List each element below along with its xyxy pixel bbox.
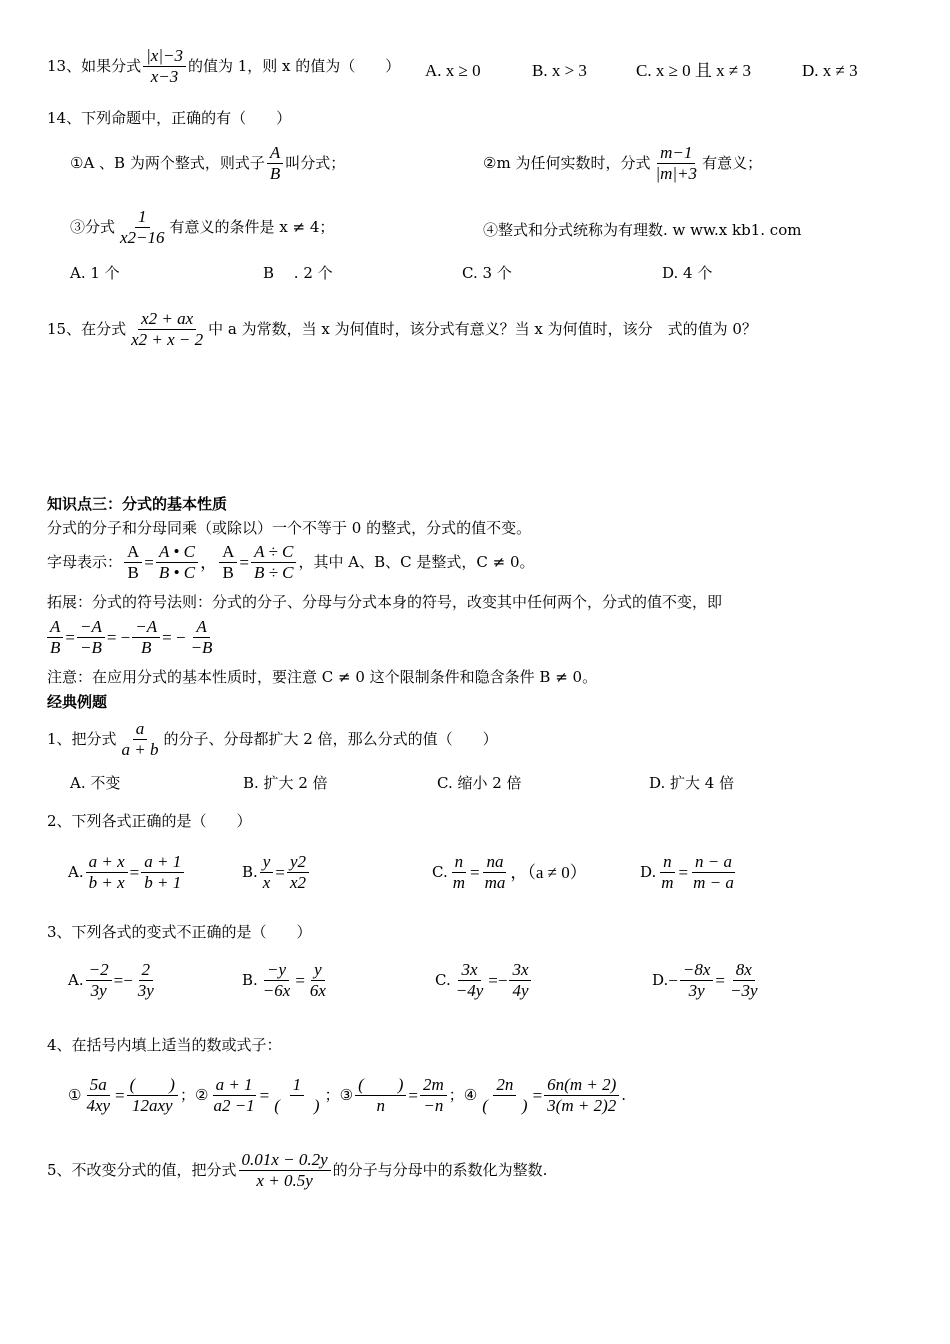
e3-lhs-num: −y (264, 960, 289, 981)
question-15 (47, 309, 757, 351)
q14-s2-num: m−1 (657, 143, 695, 164)
e3-option-label: A. (68, 971, 84, 990)
q14-s3-num: 1 (135, 207, 150, 228)
e3-lhs-den: 3y (90, 981, 107, 1001)
e2-options (0, 852, 950, 912)
q14-s1-pre: ①A 、B 为两个整式，则式子 (70, 154, 265, 173)
e2-lhs-num: n (452, 852, 467, 873)
k3-sign-f3 (132, 617, 160, 659)
e3-option-label: B. (242, 971, 258, 990)
e4-lhs (210, 1075, 257, 1117)
e4-rhs (127, 1075, 178, 1117)
e2-option-label: C. (432, 863, 448, 882)
e3-option-label: D. (652, 971, 669, 990)
example-5 (47, 1150, 547, 1192)
e3-lhs-den: −4y (455, 981, 484, 1001)
k3-sign-f2 (77, 617, 105, 659)
k3-f4 (251, 542, 297, 584)
q13-option-a: A. x ≥ 0 (425, 61, 481, 80)
k3-sign-f1-den: B (50, 638, 61, 658)
e4-item-mark: ② (194, 1086, 209, 1105)
e4-rhs-den: 12axy (132, 1096, 173, 1116)
q14-s1-den: B (269, 164, 281, 184)
e3-rhs-den: −3y (729, 981, 758, 1001)
e2-rhs (287, 852, 309, 894)
e4-item-mark: ③ (339, 1086, 354, 1105)
e4-rhs (420, 1075, 447, 1117)
e2-rhs-den: ma (484, 873, 506, 893)
k3-sign-f3-den: B (141, 638, 152, 658)
k3-f2 (156, 542, 198, 584)
e2-lhs-num: a + x (86, 852, 128, 873)
q13-prefix: 13、如果分式 (47, 57, 142, 76)
e4-separator: . (621, 1086, 627, 1105)
e4-separator: ； (448, 1086, 464, 1105)
q14-s1-post: 叫分式； (285, 154, 346, 173)
e2-option-0 (68, 852, 186, 894)
e2-lhs-num: n (660, 852, 675, 873)
e3-rhs-num: 8x (733, 960, 755, 981)
e4-lhs (479, 1075, 530, 1117)
k3-sign-f4 (188, 617, 216, 659)
q15-den: x2 + x − 2 (131, 330, 204, 350)
e3-rhs-sign: − (497, 971, 508, 991)
e4-lhs-den: a2 −1 (213, 1096, 255, 1116)
e2-rhs-den: b + 1 (144, 873, 182, 893)
e3-rhs-sign: − (123, 971, 133, 991)
e3-rhs-num: y (311, 960, 325, 981)
k3-f4-den: B ÷ C (253, 563, 294, 583)
equals-sign: = (678, 863, 689, 883)
e3-option-1 (242, 960, 331, 1002)
e4-item-mark: ① (68, 1086, 82, 1105)
e2-rhs (690, 852, 737, 894)
q14-statement-2 (483, 143, 762, 185)
e2-rhs-den: m − a (693, 873, 734, 893)
q14-s2-pre: ②m 为任何实数时，分式 (483, 154, 651, 173)
e2-lhs (658, 852, 676, 894)
k3-extension: 拓展：分式的符号法则：分式的分子、分母与分式本身的符号，改变其中任何两个，分式的值不变，即 (47, 593, 723, 611)
e2-stem: 2、下列各式正确的是（ ） (47, 812, 252, 830)
e4-lhs-num: 5a (87, 1075, 110, 1096)
example-1 (47, 719, 498, 761)
q14-s2-post: 有意义； (702, 154, 763, 173)
k3-f1-num: A (124, 542, 142, 563)
e3-lhs-num: 3x (458, 960, 480, 981)
q13-num: |x|−3 (143, 46, 186, 67)
k3-title: 知识点三：分式的基本性质 (47, 495, 228, 513)
e2-lhs-den: m (661, 873, 674, 893)
q14-option-d: D. 4 个 (662, 264, 713, 282)
e2-lhs-den: m (452, 873, 465, 893)
e4-lhs-den: 4xy (86, 1096, 111, 1116)
q14-stem: 14、下列命题中，正确的有（ ） (47, 109, 292, 127)
q13-suffix: 的值为 1，则 x 的值为（ ） (187, 57, 401, 76)
e2-option-1 (242, 852, 311, 894)
e3-stem: 3、下列各式的变式不正确的是（ ） (47, 923, 312, 941)
k3-sign-f2-num: −A (77, 617, 105, 638)
e2-option-label: A. (68, 863, 84, 882)
k3-f4-num: A ÷ C (251, 542, 296, 563)
equals-sign: = (470, 863, 480, 883)
e2-rhs (141, 852, 184, 894)
e2-lhs (260, 852, 274, 894)
e2-rhs-num: a + 1 (141, 852, 184, 873)
e1-option-d: D. 扩大 4 倍 (649, 774, 735, 792)
e3-lhs (680, 960, 714, 1002)
e3-rhs (727, 960, 761, 1002)
e4-lhs (355, 1075, 406, 1117)
equals-sign: = (113, 971, 124, 991)
e3-rhs (509, 960, 531, 1002)
e4-lhs-den: n (376, 1096, 385, 1116)
e4-rhs-den: ( ) (274, 1096, 320, 1116)
q14-option-a: A. 1 个 (70, 264, 120, 282)
e3-options (0, 960, 950, 1020)
e3-option-2 (435, 960, 533, 1002)
equals-sign: = (275, 863, 285, 883)
q15-num: x2 + ax (138, 309, 196, 330)
q14-s3-post: 有意义的条件是 x ≠ 4； (169, 218, 335, 237)
e3-lhs-den: −6x (262, 981, 291, 1001)
k3-f2-den: B • C (158, 563, 196, 583)
e3-lhs (86, 960, 112, 1002)
q15-prefix: 15、在分式 (47, 320, 127, 339)
k3-f3-num: A (219, 542, 237, 563)
e2-rhs-num: na (483, 852, 506, 873)
k3-f2-num: A • C (156, 542, 198, 563)
q14-s3-pre: ③分式 (70, 218, 116, 237)
e2-lhs-den: b + x (88, 873, 125, 893)
e1-option-c: C. 缩小 2 倍 (437, 774, 522, 792)
k3-letter-tail: ，其中 A、B、C 是整式，C ≠ 0。 (298, 553, 535, 572)
e4-rhs-den: −n (423, 1096, 444, 1116)
e3-rhs-num: 3x (509, 960, 531, 981)
e3-rhs (307, 960, 329, 1002)
k3-note: 注意：在应用分式的基本性质时，要注意 C ≠ 0 这个限制条件和隐含条件 B ≠ 0。 (47, 668, 598, 686)
k3-f1-den: B (127, 563, 139, 583)
q14-s1-num: A (267, 143, 283, 164)
e3-option-3 (652, 960, 763, 1002)
e3-lhs-sign: − (668, 971, 678, 991)
k3-sign-rule: $\frac{A}{B}$ = $\frac{-A}{-B}$ = − $\frac{-A}{B}$ = − $\frac{A}{-B}$ (45, 617, 217, 659)
q13-option-c: C. x ≥ 0 且 x ≠ 3 (636, 61, 751, 80)
e4-rhs (544, 1075, 619, 1117)
e2-rhs-num: y2 (287, 852, 309, 873)
e4-rhs-num: 1 (290, 1075, 305, 1096)
e2-rhs-num: n − a (692, 852, 735, 873)
q14-option-b: B . 2 个 (263, 264, 333, 282)
e3-lhs-den: 3y (688, 981, 705, 1001)
q15-fraction (128, 309, 206, 351)
k3-sign-f3-num: −A (132, 617, 160, 638)
equals-sign: = (259, 1086, 270, 1106)
equals-sign: = (408, 1086, 418, 1106)
q13-option-d: D. x ≠ 3 (802, 61, 858, 80)
e4-stem: 4、在括号内填上适当的数或式子： (47, 1036, 282, 1054)
e4-rhs-num: 2m (420, 1075, 447, 1096)
e2-option-label: D. (640, 863, 657, 882)
q14-s2-den: |m|+3 (655, 164, 698, 184)
e5-fraction (239, 1150, 331, 1192)
e4-separator: ； (179, 1086, 195, 1105)
e1-fraction (119, 719, 162, 761)
e2-lhs (450, 852, 468, 894)
question-13 (47, 46, 400, 88)
q13-option-b: B. x > 3 (532, 61, 587, 80)
equals-sign: = (129, 863, 140, 883)
equals-sign: = (532, 1086, 543, 1106)
e2-option-3 (640, 852, 739, 894)
k3-sign-f1 (47, 617, 63, 659)
e1-option-b: B. 扩大 2 倍 (243, 774, 328, 792)
e2-rhs-den: x2 (289, 873, 306, 893)
e3-rhs-num: 2 (139, 960, 154, 981)
e4-rhs-num: 6n(m + 2) (544, 1075, 619, 1096)
e1-den: a + b (121, 740, 159, 760)
q14-statement-4: ④整式和分式统称为有理数. w ww.x kb1. com (483, 221, 802, 239)
k3-sign-f4-den: −B (190, 638, 213, 658)
k3-f1 (124, 542, 142, 584)
e4-separator: ； (324, 1086, 340, 1105)
k3-f3-den: B (222, 563, 234, 583)
e5-suffix: 的分子与分母中的系数化为整数. (332, 1161, 548, 1180)
q14-s3-fraction (117, 207, 168, 249)
e1-num: a (133, 719, 148, 740)
examples-title: 经典例题 (47, 693, 108, 711)
q14-s2-fraction (652, 143, 700, 185)
e4-lhs-num: a + 1 (213, 1075, 256, 1096)
q14-statement-1 (70, 143, 345, 185)
e2-tail: ，（a ≠ 0） (510, 863, 587, 883)
e3-rhs-den: 6x (309, 981, 326, 1001)
e4-lhs (83, 1075, 113, 1117)
e4-rhs-num: ( ) (127, 1075, 178, 1096)
e4-item-mark: ④ (463, 1086, 478, 1105)
e4-lhs-num: 2n (493, 1075, 516, 1096)
k3-sign-f4-num: A (193, 617, 209, 638)
e4-lhs-num: ( ) (355, 1075, 406, 1096)
e3-option-label: C. (435, 971, 451, 990)
e1-option-a: A. 不变 (70, 774, 121, 792)
equals-sign: = (115, 1086, 125, 1106)
k3-sign-f2-den: −B (79, 638, 102, 658)
e3-lhs (453, 960, 487, 1002)
q13-den: x−3 (150, 67, 179, 87)
e2-option-2 (432, 852, 587, 894)
q14-option-c: C. 3 个 (462, 264, 512, 282)
e3-lhs-num: −8x (680, 960, 714, 981)
e5-num: 0.01x − 0.2y (239, 1150, 331, 1171)
e3-rhs-den: 4y (512, 981, 529, 1001)
e4-rhs-den: 3(m + 2)2 (547, 1096, 617, 1116)
k3-sign-f1-num: A (47, 617, 63, 638)
e2-lhs (86, 852, 128, 894)
equals-sign: = (488, 971, 498, 991)
q14-s3-den: x2−16 (120, 228, 165, 248)
e1-suffix: 的分子、分母都扩大 2 倍，那么分式的值（ ） (163, 730, 498, 749)
e4-items (68, 1075, 626, 1117)
k3-f3 (219, 542, 237, 584)
e3-rhs-den: 3y (137, 981, 154, 1001)
equals-sign: = (715, 971, 725, 991)
e2-option-label: B. (242, 863, 258, 882)
e4-rhs (271, 1075, 322, 1117)
e3-lhs-num: −2 (86, 960, 112, 981)
k3-letter-representation: 字母表示： $\frac{A}{B}$ = $\frac{A • C}{B • C}$ ， $\frac{A}{B}$ = $\frac{A \div C}{B \div C}$ ，其中 A、B、C 是整式，C ≠ 0。 (47, 542, 535, 583)
e3-lhs (260, 960, 294, 1002)
q14-s1-fraction (267, 143, 283, 185)
e3-option-0 (68, 960, 159, 1002)
q14-statement-3 (70, 207, 334, 249)
k3-letter-label: 字母表示： (47, 553, 123, 572)
k3-definition: 分式的分子和分母同乘（或除以）一个不等于 0 的整式，分式的值不变。 (47, 519, 532, 537)
e1-prefix: 1、把分式 (47, 730, 117, 749)
q13-fraction (143, 46, 186, 88)
e2-lhs-den: x (262, 873, 271, 893)
e5-prefix: 5、不改变分式的值，把分式 (47, 1161, 237, 1180)
e5-den: x + 0.5y (256, 1171, 313, 1191)
e3-rhs (135, 960, 157, 1002)
equals-sign: = (295, 971, 305, 991)
e2-rhs (482, 852, 509, 894)
q15-suffix: 中 a 为常数，当 x 为何值时，该分式有意义？当 x 为何值时，该分 式的值为 0？ (208, 320, 757, 339)
e2-lhs-num: y (260, 852, 274, 873)
e4-lhs-den: ( ) (482, 1096, 528, 1116)
